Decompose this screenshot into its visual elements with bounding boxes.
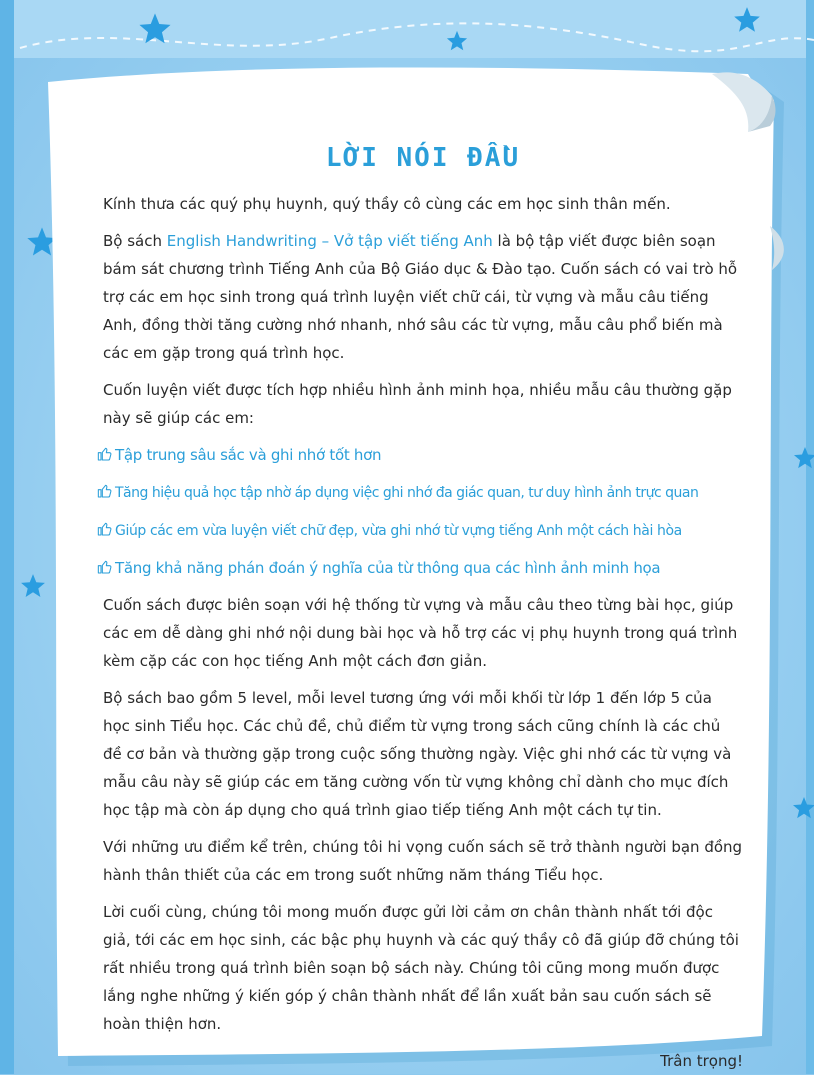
thumbs-up-icon xyxy=(97,521,113,537)
benefit-item xyxy=(97,478,743,507)
intro-rest: là bộ tập viết được biên soạn bám sát chương trình Tiếng Anh của Bộ Giáo dục & Đào tạo. Cuốn sách có vai trò hỗ trợ các em học sinh trong quá trình luyện viết chữ cái, từ vựng và mẫu câu tiếng Anh, đồng thời tăng cường nhớ nhanh, nhớ sâu các từ vựng, mẫu câu phổ biến mà các em gặp trong quá trình học. xyxy=(103,232,738,362)
thanks-paragraph: Lời cuối cùng, chúng tôi mong muốn được gửi lời cảm ơn chân thành nhất tới độc giả, tới các em học sinh, các bậc phụ huynh và các quý thầy cô đã giúp đỡ chúng tôi rất nhiều trong quá trình biên soạn bộ sách này. Chúng tôi cũng mong muốn được lắng nghe những ý kiến góp ý chân thành nhất để lần xuất bản sau cuốn sách sẽ hoàn thiện hơn. xyxy=(103,903,739,1033)
benefit-text: Giúp các em vừa luyện viết chữ đẹp, vừa ghi nhớ từ vựng tiếng Anh một cách hài hòa xyxy=(115,523,682,539)
thumbs-up-icon xyxy=(97,483,113,499)
page-title: LỜI NÓI ĐẦU xyxy=(325,143,521,173)
preface-content xyxy=(103,140,743,1070)
intro-paragraph xyxy=(103,227,743,367)
greeting-paragraph: Kính thưa các quý phụ huynh, quý thầy cô cùng các em học sinh thân mến. xyxy=(103,195,671,213)
benefit-item xyxy=(97,516,743,545)
thumbs-up-icon xyxy=(97,559,113,575)
levels-paragraph: Bộ sách bao gồm 5 level, mỗi level tương ứng với mỗi khối từ lớp 1 đến lớp 5 của học sinh Tiểu học. Các chủ đề, chủ điểm từ vựng trong sách cũng chính là các chủ đề cơ bản và thường gặp trong cuộc sống thường ngày. Việc ghi nhớ các từ vựng và mẫu câu này sẽ giúp các em tăng cường vốn từ vựng không chỉ dành cho mục đích học tập mà còn áp dụng cho quá trình giao tiếp tiếng Anh một cách tự tin. xyxy=(103,689,732,819)
benefit-text: Tăng khả năng phán đoán ý nghĩa của từ thông qua các hình ảnh minh họa xyxy=(115,559,661,577)
benefit-item xyxy=(97,554,743,582)
thumbs-up-icon xyxy=(97,446,113,462)
system-paragraph: Cuốn sách được biên soạn với hệ thống từ vựng và mẫu câu theo từng bài học, giúp các em dễ dàng ghi nhớ nội dung bài học và hỗ trợ các vị phụ huynh trong quá trình kèm cặp các con học tiếng Anh một cách đơn giản. xyxy=(103,596,738,670)
benefits-intro-paragraph: Cuốn luyện viết được tích hợp nhiều hình ảnh minh họa, nhiều mẫu câu thường gặp này sẽ giúp các em: xyxy=(103,381,732,427)
benefit-text: Tăng hiệu quả học tập nhờ áp dụng việc ghi nhớ đa giác quan, tư duy hình ảnh trực quan xyxy=(115,485,699,501)
hope-paragraph: Với những ưu điểm kể trên, chúng tôi hi vọng cuốn sách sẽ trở thành người bạn đồng hành thân thiết của các em trong suốt những năm tháng Tiểu học. xyxy=(103,838,743,884)
signature: Trân trọng! xyxy=(660,1052,743,1070)
benefit-text: Tập trung sâu sắc và ghi nhớ tốt hơn xyxy=(115,446,382,464)
benefit-item xyxy=(97,441,743,469)
intro-lead: Bộ sách xyxy=(103,232,167,250)
book-name: English Handwriting – Vở tập viết tiếng Anh xyxy=(166,232,493,250)
